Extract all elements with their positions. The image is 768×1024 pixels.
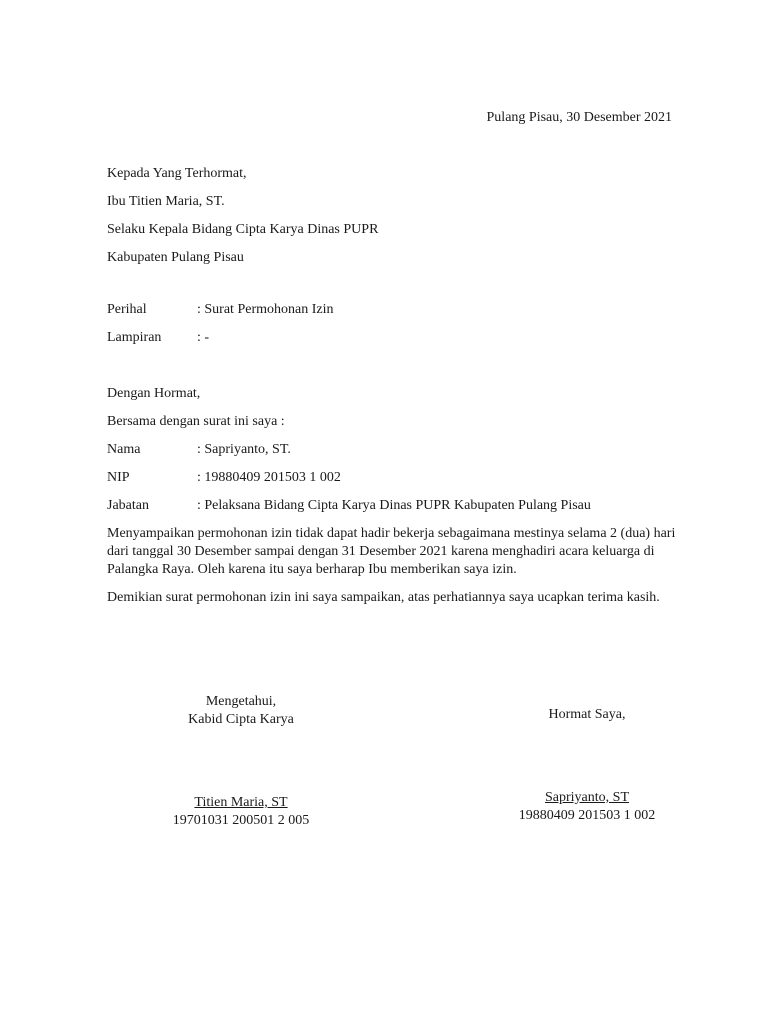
jabatan-value: : Pelaksana Bidang Cipta Karya Dinas PUPR Kabupaten Pulang Pisau (197, 498, 591, 513)
greeting: Dengan Hormat, (107, 386, 201, 401)
recipient-salutation: Kepada Yang Terhormat, (107, 166, 247, 181)
nama-label: Nama (107, 442, 141, 457)
recipient-location: Kabupaten Pulang Pisau (107, 250, 244, 265)
nip-value: : 19880409 201503 1 002 (197, 470, 341, 485)
body-paragraph: Menyampaikan permohonan izin tidak dapat hadir bekerja sebagaimana mestinya selama 2 (dua) hari dari tanggal 30 Desember sampai dengan 31 Desember 2021 karena menghadiri acara keluarga di Palangka Raya. Oleh karena itu saya berharap Ibu memberikan saya izin. (107, 526, 676, 577)
signature-left-name-block (151, 794, 331, 830)
perihal-value: : Surat Permohonan Izin (197, 302, 334, 317)
signature-right-name: Sapriyanto, ST (545, 790, 629, 805)
closing-paragraph: Demikian surat permohonan izin ini saya sampaikan, atas perhatiannya saya ucapkan terima kasih. (107, 590, 660, 605)
lampiran-value: : - (197, 330, 210, 345)
signature-left-block (151, 693, 331, 729)
perihal-label: Perihal (107, 302, 147, 317)
signature-right-nip: 19880409 201503 1 002 (518, 808, 656, 823)
nip-label: NIP (107, 470, 130, 485)
jabatan-label: Jabatan (107, 498, 149, 513)
signature-left-acknowledge: Mengetahui, (205, 694, 277, 709)
signature-left-position: Kabid Cipta Karya (188, 712, 294, 727)
signature-right-block (497, 706, 677, 724)
signature-right-name-block (497, 789, 677, 825)
recipient-title: Selaku Kepala Bidang Cipta Karya Dinas PUPR (107, 222, 379, 237)
signature-left-name: Titien Maria, ST (194, 795, 288, 810)
place-date: Pulang Pisau, 30 Desember 2021 (486, 110, 672, 125)
signature-right-closing: Hormat Saya, (548, 707, 626, 722)
recipient-name: Ibu Titien Maria, ST. (107, 194, 225, 209)
nama-value: : Sapriyanto, ST. (197, 442, 291, 457)
intro-text: Bersama dengan surat ini saya : (107, 414, 285, 429)
lampiran-label: Lampiran (107, 330, 162, 345)
signature-left-nip: 19701031 200501 2 005 (172, 813, 310, 828)
